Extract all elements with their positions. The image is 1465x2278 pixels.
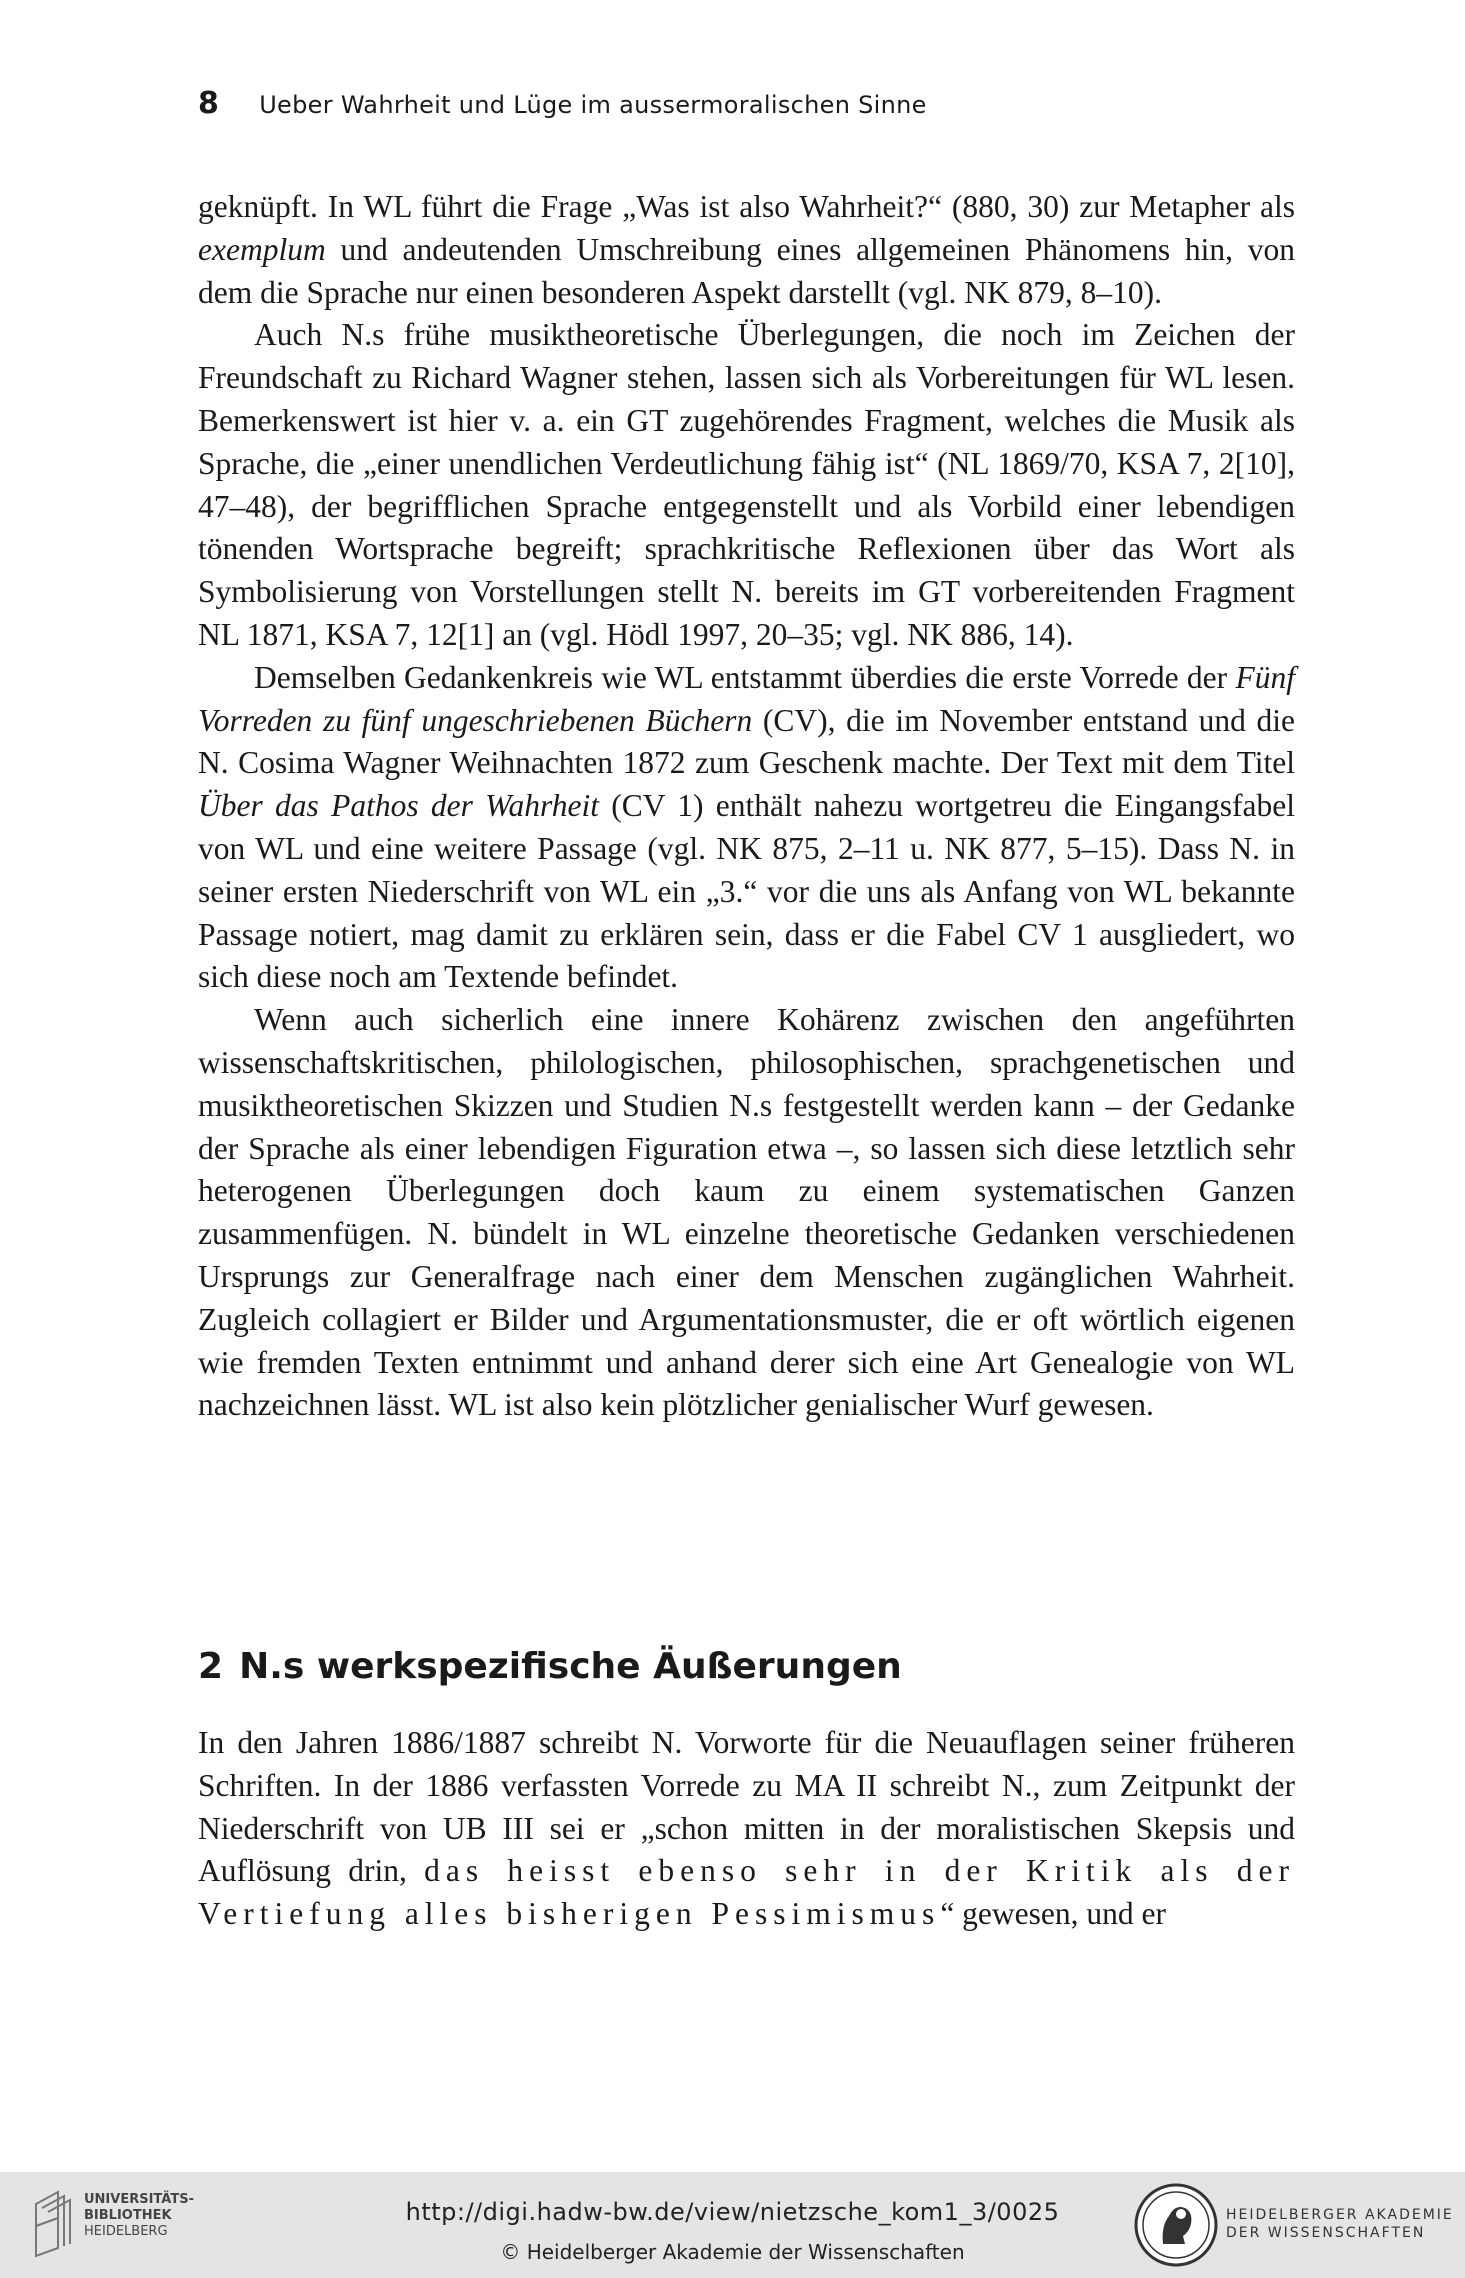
library-line: HEIDELBERG <box>84 2224 168 2239</box>
italic-term: exemplum <box>198 231 326 267</box>
paragraph-4: Wenn auch sicherlich eine innere Kohärenz zwischen den angeführten wissenschaftskritischen, philologischen, philosophischen, sprachgenetischen und musiktheoretischen Skizzen und Studien N.s festgestellt werden kann – der Gedanke der Sprache als einer lebendigen Figuration etwa –, so lassen sich diese letztlich sehr heterogenen Überlegungen doch kaum zu einem systematischen Ganzen zusammenfügen. N. bündelt in WL einzelne theoretische Gedanken verschiedenen Ursprungs zur Generalfrage nach einer dem Menschen zugänglichen Wahrheit. Zugleich collagiert er Bilder und Argumentationsmuster, die er oft wörtlich eigenen wie fremden Texten entnimmt und anhand derer sich eine Art Genealogie von WL nachzeichnen lässt. WL ist also kein plötzlicher genialischer Wurf gewesen. <box>198 1002 1295 1423</box>
academy-seal-icon <box>1133 2182 1219 2268</box>
text-run: (CV 1) enthält nahezu wortgetreu die Eingangsfabel von WL und eine weitere Passage (vgl. NK 875, 2–11 u. NK 877, 5–15). Dass N. in seiner ersten Niederschrift von WL ein „3.“ vor die uns als Anfang von WL bekannte Passage notiert, mag damit zu erklären sein, dass er die Fabel CV 1 ausgliedert, wo sich diese noch am Textende befindet. <box>198 788 1296 995</box>
library-line: UNIVERSITÄTS- <box>84 2192 194 2207</box>
library-line: BIBLIOTHEK <box>84 2208 172 2223</box>
text-run: In den Jahren 1886/1887 schreibt N. Vorworte für die Neuauflagen seiner früheren Schriften. In der 1886 verfassten Vorrede zu MA II schreibt N., zum Zeitpunkt der Niederschrift von UB III sei er „schon mitten in der moralistischen Skepsis und Auflösung drin, <box>198 1725 1295 1889</box>
section-number: 2 <box>198 1646 224 1687</box>
digitization-footer <box>0 2172 1465 2278</box>
spaced-quote: das heisst ebenso sehr in der Kritik als der Vertiefung alles bisherigen Pessimismus <box>198 1853 1295 1932</box>
section-heading <box>198 1646 1295 1687</box>
running-header <box>198 86 1298 121</box>
paragraph-5 <box>198 1722 1295 1936</box>
source-url-link[interactable]: http://digi.hadw-bw.de/view/nietzsche_kom1_3/0025 <box>405 2198 1060 2226</box>
section-title-text: N.s werkspezifische Äußerungen <box>239 1646 902 1687</box>
paragraph-2: Auch N.s frühe musiktheoretische Überlegungen, die noch im Zeichen der Freundschaft zu Richard Wagner stehen, lassen sich als Vorbereitungen für WL lesen. Bemerkenswert ist hier v. a. ein GT zugehörendes Fragment, welches die Musik als Sprache, die „einer unendlichen Verdeutlichung fähig ist“ (NL 1869/70, KSA 7, 2[10], 47–48), der begrifflichen Sprache entgegenstellt und als Vorbild einer lebendigen tönenden Wortsprache begreift; sprachkritische Reflexionen über das Wort als Symbolisierung von Vorstellungen stellt N. bereits im GT vorbereitenden Fragment NL 1871, KSA 7, 12[1] an (vgl. Hödl 1997, 20–35; vgl. NK 886, 14). <box>198 317 1295 652</box>
paragraph-1 <box>198 186 1295 314</box>
section-text <box>198 1722 1295 1936</box>
text-run: “ gewesen, und er <box>940 1896 1166 1932</box>
academy-name <box>1226 2206 1454 2242</box>
text-run: (CV), die im November entstand und die N. Cosima Wagner Weihnachten 1872 zum Geschenk machte. Der Text mit dem Titel <box>198 702 1295 781</box>
paragraph-3 <box>198 657 1295 999</box>
page-number: 8 <box>198 86 220 121</box>
main-text <box>198 186 1295 1427</box>
copyright-notice: © Heidelberger Akademie der Wissenschaften <box>500 2240 965 2264</box>
italic-book-title: Fünf Vorreden zu fünf ungeschriebenen Büchern <box>198 659 1295 738</box>
text-run: Demselben Gedankenkreis wie WL entstammt überdies die erste Vorrede der <box>254 659 1236 695</box>
running-title: Ueber Wahrheit und Lüge im aussermoralischen Sinne <box>259 91 927 119</box>
italic-text-title: Über das Pathos der Wahrheit <box>198 788 599 824</box>
academy-line: DER WISSENSCHAFTEN <box>1226 2225 1426 2241</box>
text-run: geknüpft. In WL führt die Frage „Was ist also Wahrheit?“ (880, 30) zur Metapher als <box>198 189 1295 224</box>
academy-line: HEIDELBERGER AKADEMIE <box>1226 2207 1454 2223</box>
text-run: und andeutenden Umschreibung eines allgemeinen Phänomens hin, von dem die Sprache nur einen besonderen Aspekt darstellt (vgl. NK 879, 8–10). <box>198 231 1295 310</box>
